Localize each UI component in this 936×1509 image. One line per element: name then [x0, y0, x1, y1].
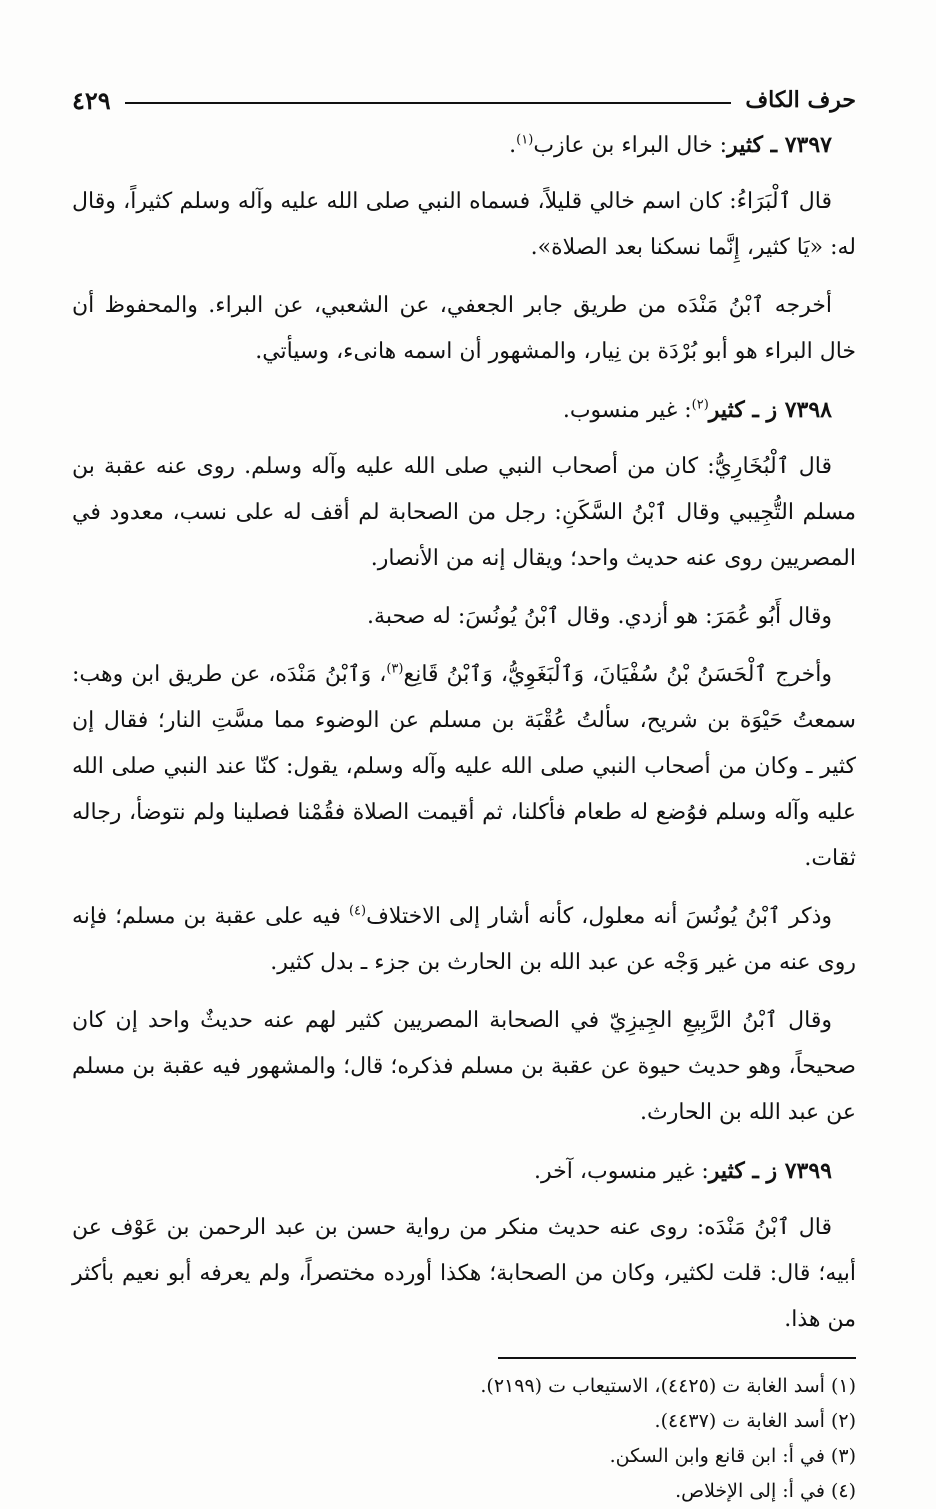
paragraph: قال ٱبْنُ مَنْدَه: روى عنه حديث منكر من رواية حسن بن عبد الرحمن بن عَوْف عن أبيه؛ قال: قلت لكثير، وكان من الصحابة؛ هكذا أورده مختصراً، ولم يعرفه أبو نعيم بأكثر من هذا.	[72, 1215, 856, 1332]
entry-7398: ٧٣٩٨ ز ـ كثير$^{(٢)}$: غير منسوب.	[562, 397, 832, 423]
paragraph: وقال أَبُو عُمَرَ: هو أزدي. وقال ٱبْنُ يُونُسَ: له صحبة.	[367, 604, 832, 629]
footnote-ref: (٣)	[386, 661, 404, 677]
footnote-rule	[498, 1357, 856, 1359]
paragraph: وذكر ٱبْنُ يُونُسَ أنه معلول، كأنه أشار إلى الاختلاف$^{(٤)}$ فيه على عقبة بن مسلم؛ فإنه روى عنه من غير وَجْه عن عبد الله بن الحارث بن جزء ـ بدل كثير.	[72, 903, 856, 975]
header-rule	[125, 102, 732, 104]
footnote-ref: (٤)	[348, 903, 367, 919]
footnote: (٢) أسد الغابة ت (٤٤٣٧).	[654, 1410, 856, 1432]
entry-7399: ٧٣٩٩ ز ـ كثير: غير منسوب، آخر.	[534, 1158, 832, 1184]
running-header	[72, 78, 856, 122]
chapter-title: حرف الكاف	[745, 87, 856, 113]
footnote: (١) أسد الغابة ت (٤٤٢٥)، الاستيعاب ت (٢١٩٩).	[480, 1375, 856, 1397]
footnote: (٣) في أ: ابن قانع وابن السكن.	[609, 1445, 856, 1467]
page-number: ٤٢٩	[72, 85, 111, 115]
main-text	[72, 122, 856, 1343]
footnote-ref: (٢)	[691, 397, 709, 413]
paragraph: قال ٱلْبَرَاءُ: كان اسم خالي قليلاً، فسماه النبي صلى الله عليه وآله وسلم كثيراً، وقال له: «يَا كثير، إِنَّما نسكنا بعد الصلاة».	[72, 189, 856, 260]
footnotes	[72, 1369, 856, 1509]
paragraph: وأخرج ٱلْحَسَنُ بْنُ سُفْيَانَ، وَٱلْبَغَوِيُّ، وَٱبْنُ قَانِع$^{(٣)}$، وَٱبْنُ مَنْدَه، عن طريق ابن وهب: سمعتُ حَيْوَة بن شريح، سألتُ عُقْبَة بن مسلم عن الوضوء مما مسَّتِ النار؛ فقال إن كثير ـ وكان من أصحاب النبي صلى الله عليه وآله وسلم، يقول: كنّا عند النبي صلى الله عليه وآله وسلم فوُضع له طعام فأكلنا، ثم أقيمت الصلاة فقُمْنا فصلينا ولم نتوضأ، رجاله ثقات.	[72, 661, 856, 871]
paragraph: قال ٱلْبُخَارِيُّ: كان من أصحاب النبي صلى الله عليه وآله وسلم. روى عنه عقبة بن مسلم التُّجِيبي وقال ٱبْنُ السَّكَنِ: رجل من الصحابة لم أقف له على نسب، معدود في المصريين روى عنه حديث واحد؛ ويقال إنه من الأنصار.	[72, 454, 856, 571]
paragraph: أخرجه ٱبْنُ مَنْدَه من طريق جابر الجعفي، عن الشعبي، عن البراء. والمحفوظ أن خال البراء هو أبو بُرْدَة بن نِيار، والمشهور أن اسمه هانىء، وسيأتي.	[72, 293, 856, 364]
entry-7397: ٧٣٩٧ ـ كثير: خال البراء بن عازب$^{(١)}$.	[509, 132, 832, 158]
footnote-ref: (١)	[516, 132, 534, 148]
footnote: (٤) في أ: إلى الإخلاص.	[675, 1480, 856, 1502]
paragraph: وقال ٱبْنُ الرَّبِيعِ الجِيزِيّ في الصحابة المصريين كثير لهم عنه حديثٌ واحد إن كان صحيحاً، وهو حديث حيوة عن عقبة بن مسلم فذكره؛ قال؛ والمشهور فيه عقبة بن مسلم عن عبد الله بن الحارث.	[72, 1008, 856, 1125]
